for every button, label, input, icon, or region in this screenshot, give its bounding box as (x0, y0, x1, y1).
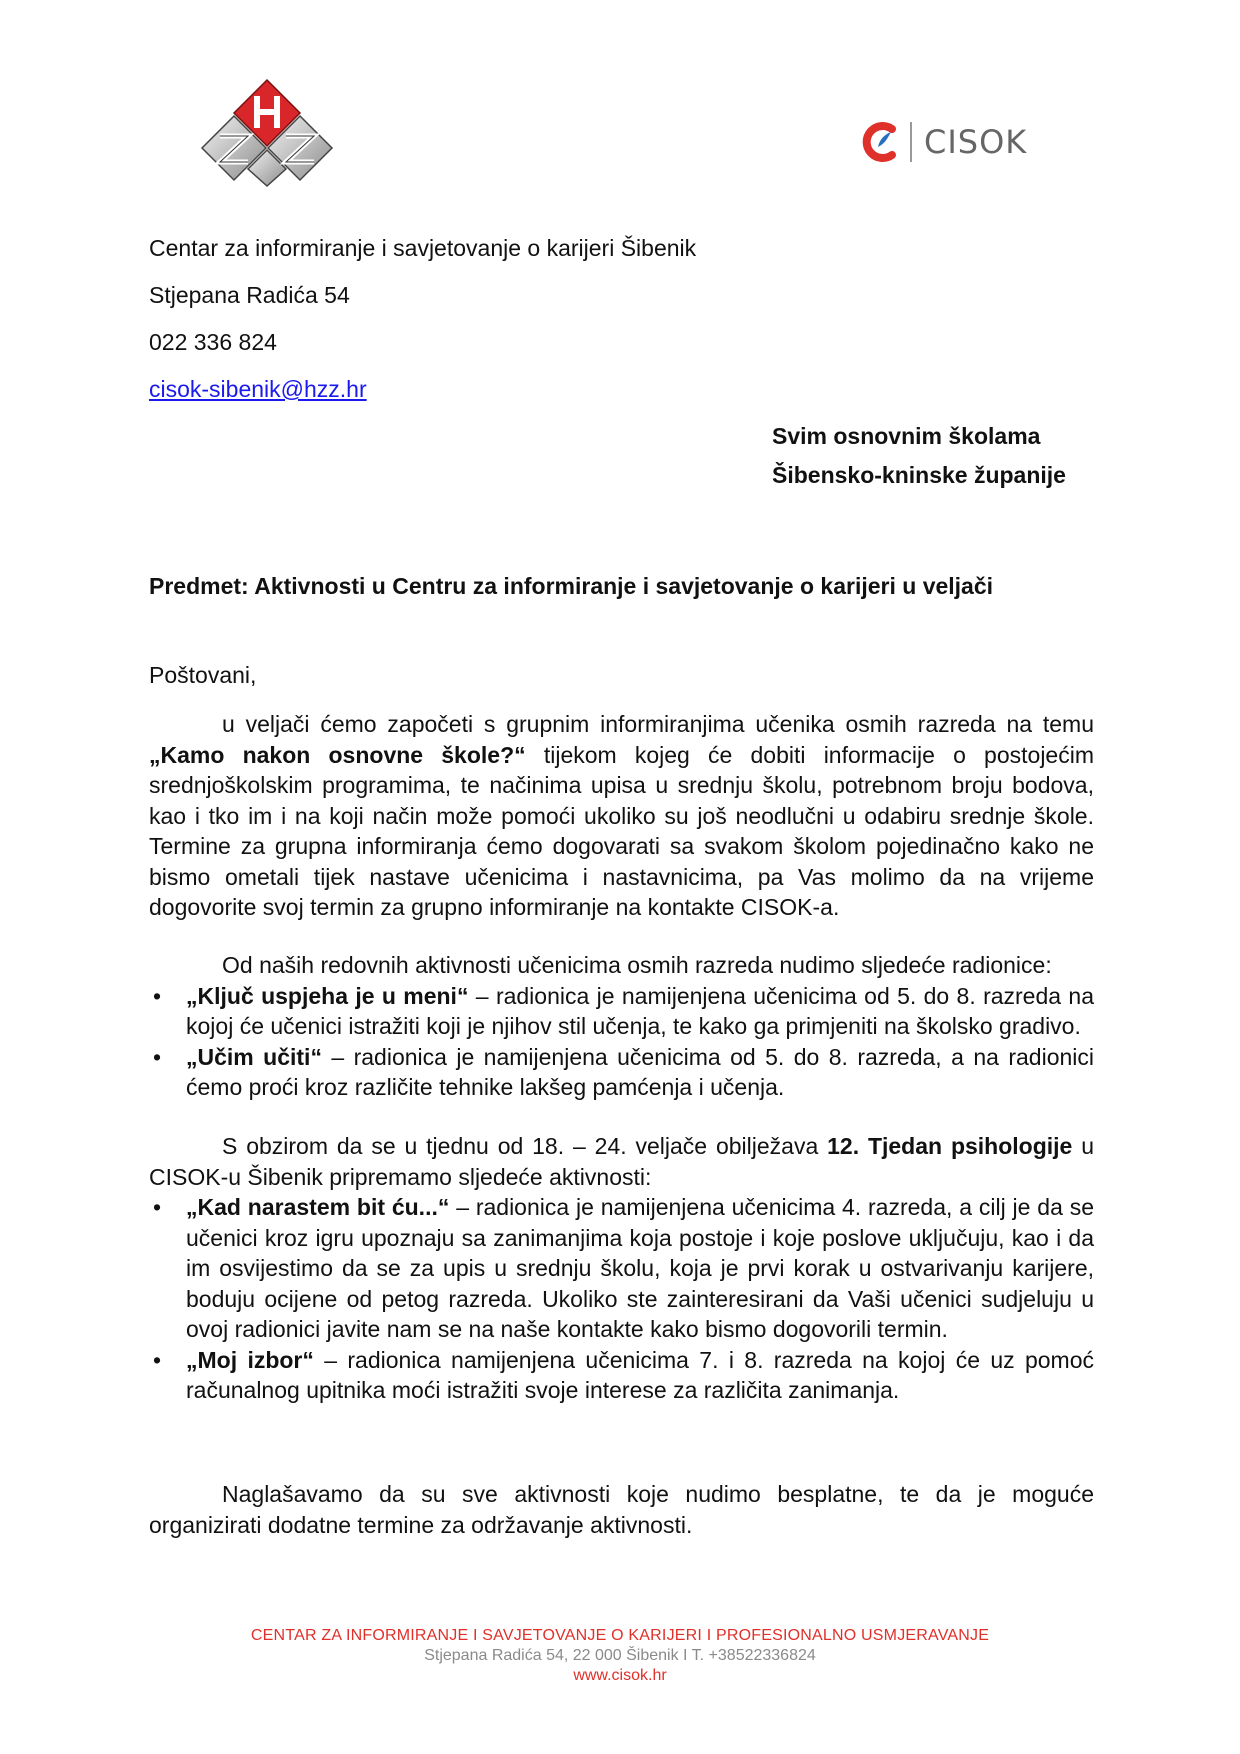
workshop-desc: – radionica je namijenjena učenicima od 5. do 8. razreda na kojoj će učenici istražiti koji je njihov stil učenja, te kako ga primjeniti na školsko gradivo. (186, 982, 1094, 1039)
p2-intro: Od naših redovnih aktivnosti učenicima osmih razreda nudimo sljedeće radionice: (222, 952, 1052, 978)
bullet-icon: • (153, 1194, 162, 1220)
workshop-desc: – radionica namijenjena učenicima 7. i 8. razreda na kojoj će uz pomoć računalnog upitnika moći istražiti svoje interese za različita zanimanja. (186, 1346, 1095, 1403)
paragraph-3 (149, 1131, 1094, 1406)
greeting: Poštovani, (149, 662, 257, 688)
p3-text-c: u CISOK-u Šibenik pripremamo sljedeće aktivnosti: (149, 1133, 1095, 1190)
cisok-logo-text: CISOK (924, 123, 1028, 161)
p3-bold-event: 12. Tjedan psihologije (827, 1133, 1073, 1159)
hzz-logo-icon (196, 76, 338, 188)
footer-website: www.cisok.hr (573, 1667, 667, 1684)
cisok-logo (860, 118, 1027, 166)
sender-phone: 022 336 824 (149, 329, 277, 355)
p1-text-a: u veljači ćemo započeti s grupnim informiranjima učenika osmih razreda na temu (222, 711, 1094, 737)
p1-text-c: tijekom kojeg će dobiti informacije o postojećim srednjoškolskim programima, te načinima upisa u srednju školu, potrebnom broju bodova, kao i tko im i na koji način može pomoći ukoliko su još neodlučni u odabiru srednje škole. Termine za grupna informiranja ćemo dogovarati sa svakom školom pojedinačno kako ne bismo ometali tijek nastave učenicima i nastavnicima, pa Vas molimo da na vrijeme dogovorite svoj termin za grupno informiranje na kontakte CISOK-a. (149, 741, 1094, 920)
list-item (149, 1042, 1094, 1103)
workshop-title: „Moj izbor“ (186, 1346, 314, 1373)
recipient-block (772, 420, 1066, 498)
paragraph-4 (149, 1479, 1094, 1540)
footer-address: Stjepana Radića 54, 22 000 Šibenik I T. +38522336824 (424, 1647, 816, 1664)
workshop-desc: – radionica je namijenjena učenicima od 5. do 8. razreda, a na radionici ćemo proći kroz različite tehnike lakšeg pamćenja i učenja. (186, 1043, 1094, 1100)
workshop-title: „Učim učiti“ (186, 1043, 322, 1070)
list-item (149, 981, 1094, 1042)
bullet-icon: • (153, 1043, 162, 1070)
recipient-line-1: Svim osnovnim školama (772, 423, 1041, 449)
paragraph-2 (149, 950, 1094, 1103)
workshop-title: „Kad narastem bit ću...“ (186, 1194, 450, 1220)
recipient-line-2: Šibensko-kninske županije (772, 462, 1066, 488)
p4-text: Naglašavamo da su sve aktivnosti koje nudimo besplatne, te da je moguće organizirati dodatne termine za održavanje aktivnosti. (149, 1481, 1094, 1538)
p3-text-a: S obzirom da se u tjednu od 18. – 24. veljače obilježava (222, 1133, 828, 1159)
page-footer (0, 1626, 1240, 1686)
cisok-logo-icon (860, 120, 900, 164)
workshop-title: „Ključ uspjeha je u meni“ (186, 982, 469, 1009)
paragraph-1 (149, 709, 1094, 923)
footer-org-name: CENTAR ZA INFORMIRANJE I SAVJETOVANJE O KARIJERI I PROFESIONALNO USMJERAVANJE (250, 1627, 990, 1644)
p1-bold-topic: „Kamo nakon osnovne škole?“ (149, 741, 526, 768)
list-item (149, 1345, 1094, 1406)
sender-name: Centar za informiranje i savjetovanje o karijeri Šibenik (149, 235, 697, 261)
logo-separator (910, 122, 912, 162)
workshop-desc: – radionica je namijenjena učenicima 4. razreda, a cilj je da se učenici kroz igru upoznaju sa zanimanjima koja postoje i koje poslove uključuju, kao i da im osvijestimo da se za upis u srednju školu, koja je prvi korak u ostvarivanju karijere, boduju ocijene od petog razreda. Ukoliko ste zainteresirani da Vaši učenici sudjeluju u ovoj radionici javite nam se na naše kontakte kako bismo dogovorili termin. (186, 1194, 1094, 1342)
p2-bullet-list (149, 981, 1094, 1103)
subject-line: Predmet: Aktivnosti u Centru za informiranje i savjetovanje o karijeri u veljači (149, 573, 994, 599)
bullet-icon: • (153, 982, 162, 1009)
list-item (149, 1192, 1094, 1345)
sender-address: Stjepana Radića 54 (149, 282, 350, 308)
p3-bullet-list (149, 1192, 1094, 1406)
sender-block (149, 232, 696, 420)
bullet-icon: • (153, 1346, 162, 1373)
sender-email-link[interactable]: cisok-sibenik@hzz.hr (149, 376, 367, 402)
